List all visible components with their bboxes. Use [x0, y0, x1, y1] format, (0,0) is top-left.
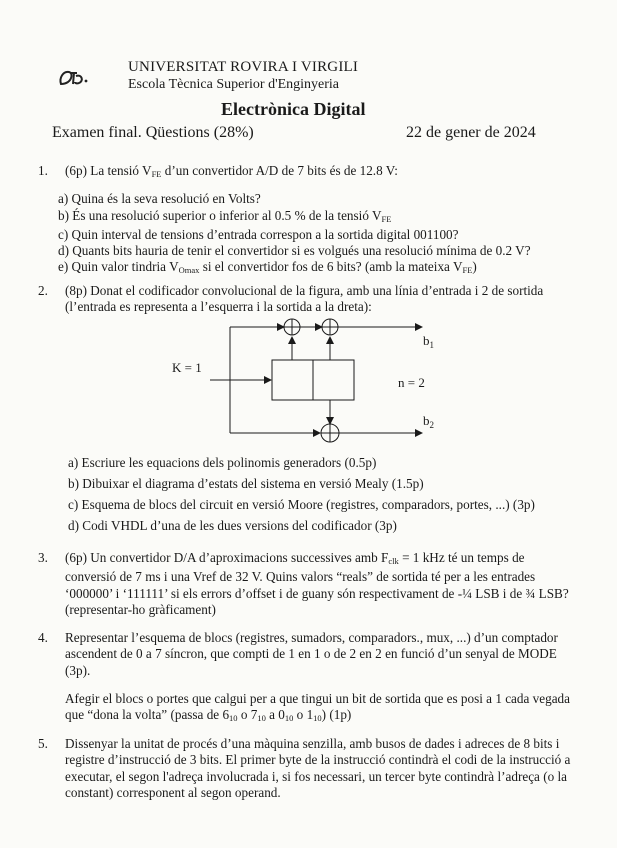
question-stem: (6p) La tensió $V_{FE}$ d’un convertidor A/D de 7 bits és de 12.8 V: — [65, 163, 398, 179]
question-number: 4. — [38, 630, 48, 645]
question-number: 3. — [38, 550, 48, 565]
course-title: Electrònica Digital — [221, 99, 366, 119]
output-b2-label: $b_2$ — [423, 413, 434, 430]
subquestion-a: a) Quina és la seva resolució en Volts? — [58, 191, 261, 207]
subquestion-a: a) Escriure les equacions dels polinomis generadors (0.5p) — [68, 455, 377, 470]
question-text: Representar l’esquema de blocs (registres, sumadors, comparadors., mux, ...) d’un comptador ascendent de 0 a 7 síncron, que compti de 1 en 1 o de 2 en 2 en funció d’un senyal de MODE (3p). — [65, 630, 558, 678]
convolutional-encoder-diagram — [150, 313, 450, 448]
n-label: n = 2 — [398, 375, 425, 390]
question-5 — [38, 736, 578, 801]
question-number: 5. — [38, 736, 48, 751]
subquestion-d: d) Codi VHDL d’una de les dues versions del codificador (3p) — [68, 518, 397, 533]
university-name: UNIVERSITAT ROVIRA I VIRGILI — [128, 59, 359, 75]
output-b1-label: $b_1$ — [423, 333, 434, 350]
question-3 — [38, 550, 578, 618]
question-text: Dissenyar la unitat de procés d’una màquina senzilla, amb busos de dades i adreces de 8 bits i registre d’instrucció de 3 bits. El primer byte de la instrucció contindrà el codi de la instrucció a executar, el segon l'adreça involucrada i, si fos necessari, un tercer byte contindrà l’adreça (o la constant) corresponent al segon operand. — [65, 736, 571, 800]
school-name: Escola Tècnica Superior d'Enginyeria — [128, 77, 340, 92]
university-logo — [57, 68, 91, 90]
subquestion-d: d) Quants bits hauria de tenir el convertidor si es volgués una resolució mínima de 0.2 V? — [58, 243, 531, 259]
question-number: 1. — [38, 163, 48, 178]
subquestion-b: b) Dibuixar el diagrama d’estats del sistema en versió Mealy (1.5p) — [68, 476, 424, 491]
question-1 — [38, 163, 578, 279]
exam-date: 22 de gener de 2024 — [406, 124, 536, 141]
subquestion-c: c) Quin interval de tensions d’entrada correspon a la sortida digital 001100? — [58, 226, 459, 242]
question-text-2: Afegir el blocs o portes que calgui per a que tingui un bit de sortida que es posi a 1 cada vegada que “dona la volta” (passa de $6_{10}$ o $7_{10}$ a $0_{10}$ o $1_{10}$) (1p) — [65, 690, 570, 724]
question-text: (6p) Un convertidor D/A d’aproximacions successives amb $F_{clk} = 1$ kHz té un temps de conversió de 7 ms i una Vref de 32 V. Quins valors “reals” de sortida té per a les entrades ‘000000’ i ‘111111’ si els errors d’offset i de guany són respectivament de -¼ LSB i de ¾ LSB? (representar-ho gràficament) — [65, 550, 569, 617]
subquestion-c: c) Esquema de blocs del circuit en versió Moore (registres, comparadors, portes, ...) (3p) — [68, 497, 535, 512]
subquestion-b: b) És una resolució superior o inferior al 0.5 % de la tensió $V_{FE}$ — [58, 207, 392, 224]
exam-title: Examen final. Qüestions (28%) — [52, 124, 254, 141]
question-stem: (8p) Donat el codificador convolucional de la figura, amb una línia d’entrada i 2 de sortida (l’entrada es representa a l’esquerra i la sortida a la dreta): — [65, 283, 544, 315]
question-4 — [38, 630, 578, 726]
question-number: 2. — [38, 283, 48, 298]
input-label: K = 1 — [172, 360, 202, 375]
subquestion-e: e) Quin valor tindria $V_{Omax}$ si el convertidor fos de 6 bits? (amb la mateixa $V_{FE}$) — [58, 259, 477, 276]
